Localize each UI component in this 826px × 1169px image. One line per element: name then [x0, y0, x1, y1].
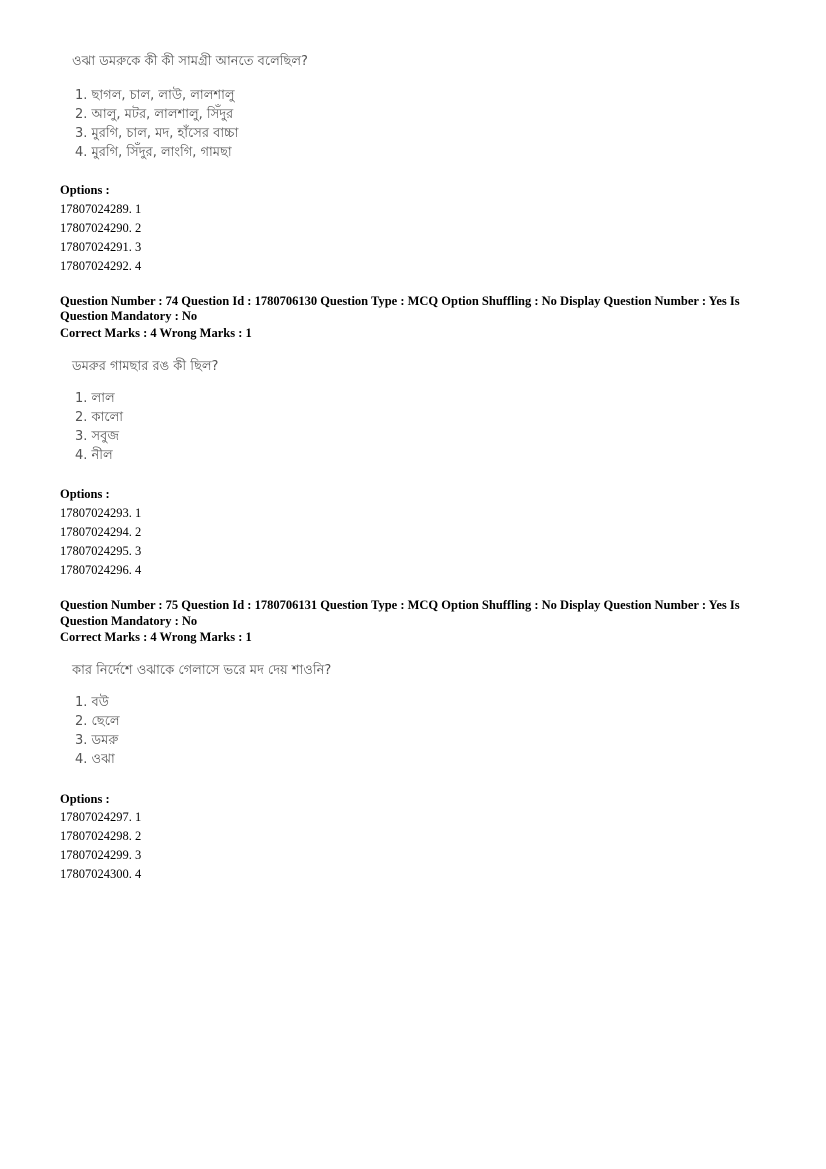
question-option: 1. ছাগল, চাল, লাউ, লালশালু — [75, 88, 235, 103]
options-label: Options : — [60, 792, 110, 806]
option-id: 17807024291. 3 — [60, 240, 142, 254]
question-option: 1. লাল — [75, 391, 115, 406]
option-id: 17807024300. 4 — [60, 867, 142, 881]
option-id: 17807024297. 1 — [60, 810, 142, 824]
question-option: 2. আলু, মটর, লালশালু, সিঁদুর — [75, 107, 234, 122]
option-id: 17807024295. 3 — [60, 544, 142, 558]
question-header: Question Number : 74 Question Id : 1780706130 Question Type : MCQ Option Shuffling : No Display Question Number : Yes Is — [60, 294, 740, 308]
question-mandatory: Question Mandatory : No — [60, 614, 198, 628]
option-id: 17807024289. 1 — [60, 202, 142, 216]
question-option: 1. বউ — [75, 695, 109, 710]
question-option: 4. মুরগি, সিঁদুর, লাংগি, গামছা — [75, 145, 232, 160]
option-id: 17807024292. 4 — [60, 259, 142, 273]
question-header: Question Number : 75 Question Id : 1780706131 Question Type : MCQ Option Shuffling : No Display Question Number : Yes Is — [60, 598, 740, 612]
option-id: 17807024290. 2 — [60, 221, 142, 235]
option-id: 17807024298. 2 — [60, 829, 142, 843]
question-option: 2. ছেলে — [75, 714, 120, 729]
option-id: 17807024293. 1 — [60, 506, 142, 520]
question-option: 3. মুরগি, চাল, মদ, হাঁসের বাচ্চা — [75, 126, 239, 141]
question-option: 3. ডমরু — [75, 733, 119, 748]
question-text: ডমরুর গামছার রঙ কী ছিল? — [72, 359, 219, 374]
question-text: কার নির্দেশে ওঝাকে গেলাসে ভরে মদ দেয় শাওনি? — [72, 663, 332, 678]
option-id: 17807024294. 2 — [60, 525, 142, 539]
question-option: 2. কালো — [75, 410, 124, 425]
question-option: 3. সবুজ — [75, 429, 119, 444]
question-marks: Correct Marks : 4 Wrong Marks : 1 — [60, 630, 252, 644]
question-option: 4. ওঝা — [75, 752, 115, 767]
question-option: 4. নীল — [75, 448, 113, 463]
option-id: 17807024296. 4 — [60, 563, 142, 577]
question-text: ওঝা ডমরুকে কী কী সামগ্রী আনতে বলেছিল? — [72, 54, 308, 69]
options-label: Options : — [60, 487, 110, 501]
question-marks: Correct Marks : 4 Wrong Marks : 1 — [60, 326, 252, 340]
options-label: Options : — [60, 183, 110, 197]
question-mandatory: Question Mandatory : No — [60, 309, 198, 323]
option-id: 17807024299. 3 — [60, 848, 142, 862]
